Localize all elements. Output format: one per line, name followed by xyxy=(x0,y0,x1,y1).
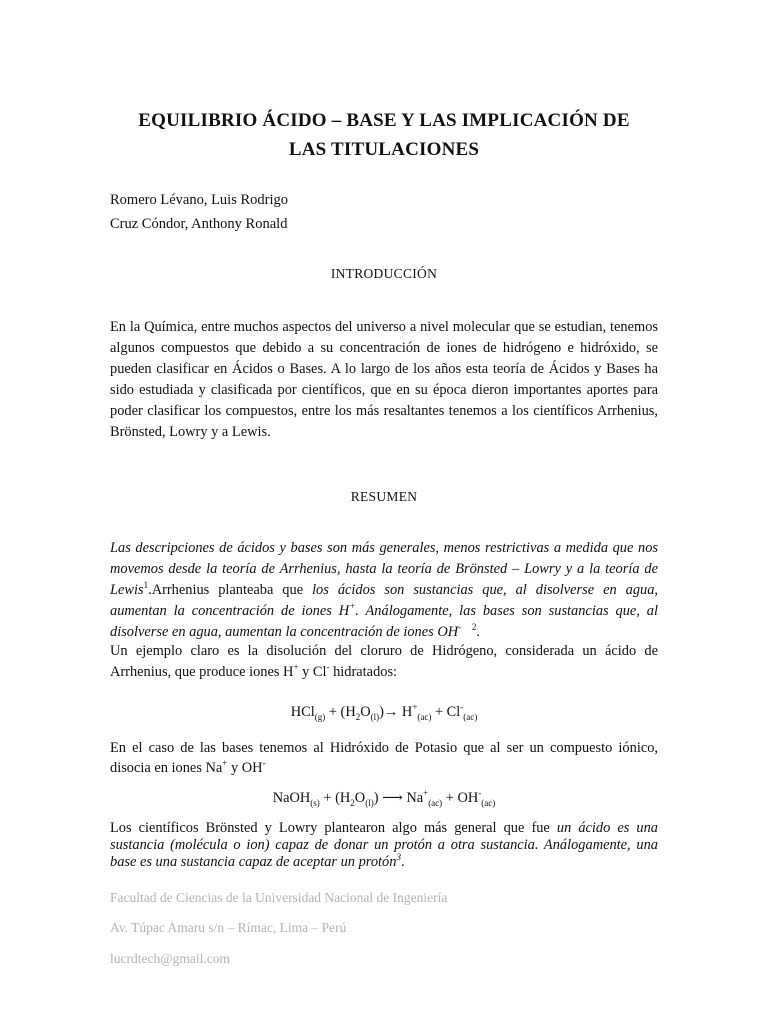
resumen-paragraph-3 xyxy=(110,738,658,778)
eq-state: (ac) xyxy=(463,711,478,722)
long-arrow-right-icon: ⟶ xyxy=(378,790,407,806)
introduction-heading: INTRODUCCIÓN xyxy=(330,266,438,281)
eq-state: (s) xyxy=(310,797,320,808)
equation-hcl xyxy=(110,702,658,722)
eq-hydrogen: H xyxy=(398,704,413,720)
author-2: Cruz Cóndor, Anthony Ronald xyxy=(110,216,288,232)
title-line-1: EQUILIBRIO ÁCIDO – BASE Y LAS IMPLICACIÓN DE xyxy=(138,110,630,131)
paper-title xyxy=(110,106,658,164)
eq-hydroxide: + OH xyxy=(442,790,479,806)
equation-naoh xyxy=(110,788,658,808)
footer-faculty: Facultad de Ciencias de la Universidad Nacional de Ingeniería xyxy=(110,890,448,905)
resumen-p4-end: . xyxy=(400,854,405,870)
footnote-ref-2: 2 xyxy=(471,622,477,633)
eq-state: (ac) xyxy=(417,711,432,722)
resumen-p3-text: En el caso de las bases tenemos al Hidróxido de Potasio que al ser un compuesto iónico, disocia en iones Na xyxy=(110,740,658,776)
superscript-minus: - xyxy=(458,622,462,633)
eq-water: + (H xyxy=(319,790,351,806)
resumen-p4-italic: un ácido es una sustancia (molécula o ion) capaz de donar un protón a otra sustancia. Análogamente, una base es una sustancia capaz de aceptar un protón xyxy=(110,820,659,870)
title-line-2: LAS TITULACIONES xyxy=(288,139,480,160)
eq-chloride: + Cl xyxy=(431,704,461,720)
footer-address: Av. Túpac Amaru s/n – Rímac, Lima – Perú xyxy=(110,920,347,935)
footnote-ref-1: 1 xyxy=(143,580,149,591)
eq-state: (l) xyxy=(365,797,374,808)
resumen-p1-italic-a: Las descripciones de ácidos y bases son más generales, menos restrictivas a medida que nos movemos desde la teoría de Arrhenius, hasta la teoría de Brönsted – Lowry y a la teoría de Lewis xyxy=(110,540,658,598)
eq-oxygen: O xyxy=(354,790,366,806)
superscript-plus: + xyxy=(293,662,299,673)
resumen-paragraph-4 xyxy=(110,820,658,871)
eq-water: + (H xyxy=(325,704,356,720)
eq-subscript: 2 xyxy=(355,711,361,722)
superscript-minus: - xyxy=(262,758,266,769)
footnote-ref-3: 3 xyxy=(396,852,401,863)
resumen-p1-normal: .Arrhenius planteaba que xyxy=(148,582,313,598)
eq-sodium: Na xyxy=(406,790,424,806)
eq-state: (ac) xyxy=(481,797,496,808)
resumen-p1-italic-b: los ácidos son sustancias que, al disolverse en agua, aumentan la concentración de iones H xyxy=(110,582,659,619)
resumen-p4-text: Los científicos Brönsted y Lowry plantearon algo más general que fue xyxy=(110,820,557,836)
superscript-minus: - xyxy=(460,702,464,713)
resumen-p2-text: Un ejemplo claro es la disolución del cloruro de Hidrógeno, considerada un ácido de Arrhenius, que produce iones H xyxy=(110,643,658,680)
eq-state: (g) xyxy=(314,711,326,722)
resumen-heading: RESUMEN xyxy=(350,489,418,504)
superscript-plus: + xyxy=(222,758,228,769)
introduction-paragraph: En la Química, entre muchos aspectos del universo a nivel molecular que se estudian, tenemos algunos compuestos que debido a su concentración de iones de hidrógeno e hidróxido, se pueden clasificar en Ácidos o Bases. A lo largo de los años esta teoría de Ácidos y Bases ha sido estudiada y clasificada por científicos, que en su época dieron importantes aportes para poder clasificar los compuestos, entre los más resaltantes tenemos a los científicos Arrhenius, Brönsted, Lowry y a Lewis. xyxy=(110,319,658,440)
resumen-p2-text-c: hidratados: xyxy=(329,664,398,680)
superscript-plus: + xyxy=(349,601,356,612)
superscript-minus: - xyxy=(478,788,482,799)
author-1: Romero Lévano, Luis Rodrigo xyxy=(110,192,289,208)
resumen-p1-end: . xyxy=(476,624,481,640)
resumen-paragraph-2 xyxy=(110,641,658,683)
resumen-p2-text-b: y Cl xyxy=(298,664,327,680)
resumen-p1-italic-c: . Análogamente, las bases son sustancias que, al disolverse en agua, aumentan la concentración de iones OH xyxy=(110,603,659,640)
arrow-right-icon: → xyxy=(383,704,399,720)
eq-state: (ac) xyxy=(428,797,443,808)
superscript-minus: - xyxy=(326,662,330,673)
superscript-plus: + xyxy=(423,788,429,799)
resumen-p3-text-b: y OH xyxy=(227,760,263,776)
eq-subscript: 2 xyxy=(350,797,355,808)
superscript-plus: + xyxy=(412,702,418,713)
eq-paren: ) xyxy=(373,790,379,806)
eq-naoh: NaOH xyxy=(272,790,311,806)
eq-oxygen: O xyxy=(360,704,371,720)
eq-state: (l) xyxy=(370,711,380,722)
eq-hcl: HCl xyxy=(290,704,315,720)
resumen-paragraph-1 xyxy=(110,538,658,643)
footer-email: lucrdtech@gmail.com xyxy=(110,951,231,966)
eq-paren: ) xyxy=(379,704,384,720)
